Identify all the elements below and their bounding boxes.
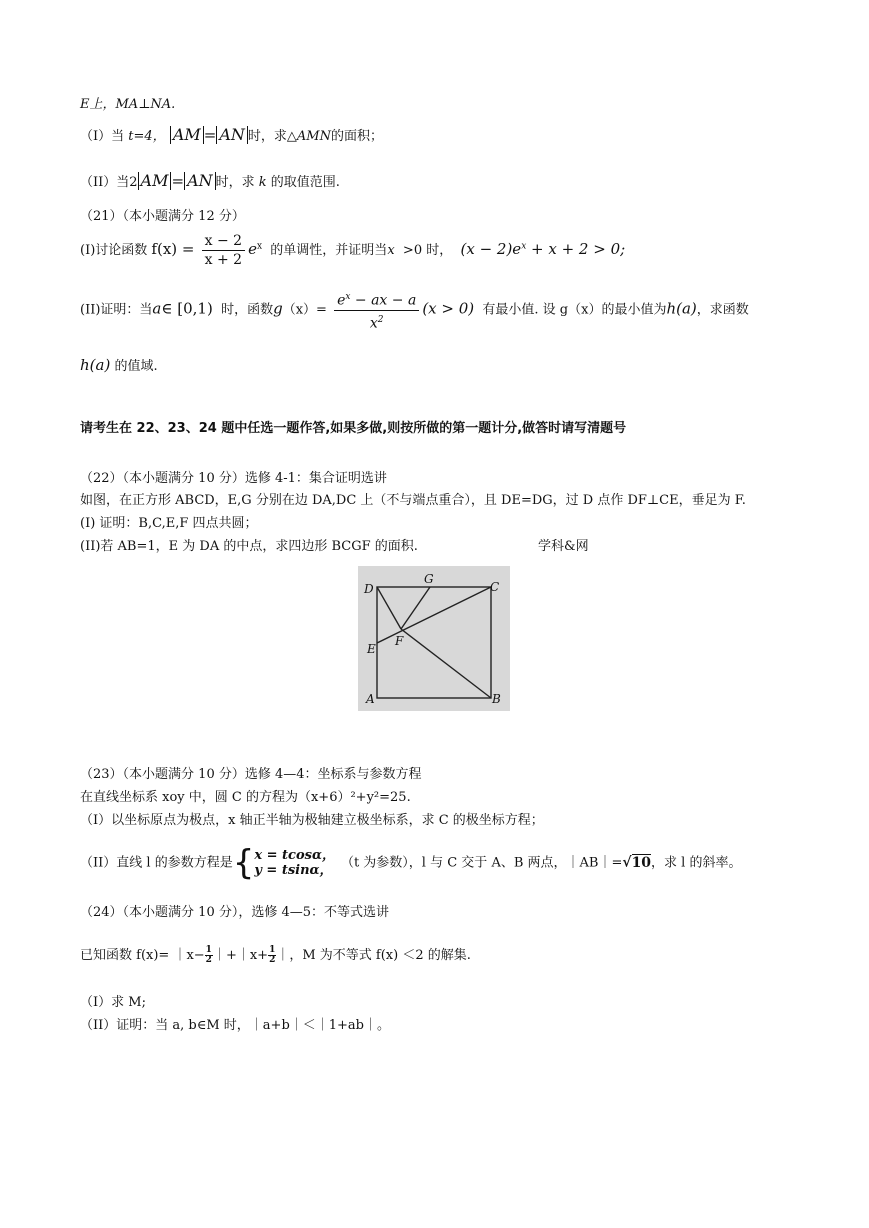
notice: 请考生在 22、23、24 题中任选一题作答,如果多做,则按所做的第一题计分,做答时请写清题号 — [80, 421, 627, 436]
q22-header: （22）（本小题满分 10 分）选修 4-1：集合证明选讲 — [80, 471, 387, 486]
q23-line2: （I）以坐标原点为极点，x 轴正半轴为极轴建立极坐标系，求 C 的极坐标方程； — [80, 813, 544, 828]
q20-part2: （II）当2 AM = AN 时，求 k 的取值范围. — [80, 171, 340, 190]
q24-header: （24）（本小题满分 10 分），选修 4—5：不等式选讲 — [80, 905, 390, 920]
q24-line1: 已知函数 f(x)= ｜x− $\frac{1}{2}$ ｜+｜x+ $\frac{1}{2}$ ｜，M 为不等式 f(x) ＜2 的解集. — [80, 945, 471, 965]
q24-line2: （I）求 M; — [80, 995, 146, 1010]
q23-line1: 在直线坐标系 xoy 中，圆 C 的方程为（x+6）²+y²=25. — [80, 790, 411, 805]
q21-part3: h(a) 的值域. — [80, 356, 158, 374]
abs-am: AM — [170, 126, 204, 144]
q21-header: （21）（本小题满分 12 分） — [80, 209, 245, 224]
q22-line2: (I) 证明：B,C,E,F 四点共圆； — [80, 516, 258, 531]
intro-line: E上，MA⊥NA. — [80, 97, 176, 112]
q23-header: （23）（本小题满分 10 分）选修 4—4：坐标系与参数方程 — [80, 767, 422, 782]
label-d: D — [364, 582, 374, 596]
abs-an: AN — [216, 126, 248, 144]
label-c: C — [490, 580, 500, 594]
q20-part1: （I）当 t=4， AM = AN 时，求△AMN的面积； — [80, 125, 383, 144]
q22-line3: (II)若 AB=1，E 为 DA 的中点，求四边形 BCGF 的面积. — [80, 539, 418, 554]
geometry-figure — [358, 566, 510, 711]
q21-part2: (II)证明：当a∈ [0,1) 时，函数g（x）= $\frac{e^x - ax - a}{x^2}$ (x > 0) 有最小值. 设 g（x）的最小值为h(a)，求函数 — [80, 288, 749, 332]
q23-line3: （II）直线 l 的参数方程是{ x = tcosα， y = tsinα， （t 为参数），l 与 C 交于 A、B 两点，｜AB｜=√10，求 l 的斜率。 — [80, 843, 742, 883]
label-a: A — [366, 692, 375, 706]
label-f: F — [395, 634, 404, 648]
watermark: 学科&网 — [538, 539, 589, 554]
label-b: B — [492, 692, 501, 706]
q21-part1: (I)讨论函数 f(x) = $\frac{x - 2}{x + 2}$ $e^x$ 的单调性，并证明当x >0 时， $(x - 2)e^x + x + 2 > 0$; — [80, 233, 626, 268]
fraction: $\frac{e^x - ax - a}{x^2}$ — [334, 288, 419, 332]
label-e: E — [367, 642, 376, 656]
q22-line1: 如图，在正方形 ABCD，E,G 分别在边 DA,DC 上（不与端点重合），且 DE=DG，过 D 点作 DF⊥CE，垂足为 F. — [80, 493, 746, 508]
q24-line3: （II）证明：当 a, b∈M 时，｜a+b｜＜｜1+ab｜。 — [80, 1018, 391, 1033]
fraction: $\frac{x - 2}{x + 2}$ — [202, 232, 245, 269]
label-g: G — [424, 572, 434, 586]
